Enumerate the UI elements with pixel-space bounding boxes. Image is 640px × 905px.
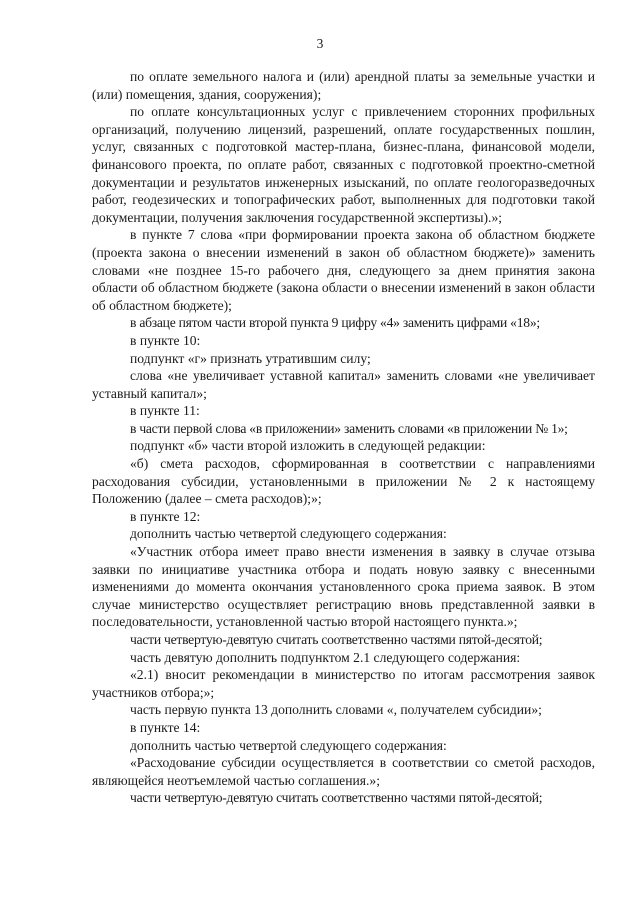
- page-number: 3: [316, 36, 324, 51]
- paragraph: в пункте 10:: [130, 332, 201, 348]
- paragraph: части четвертую-девятую считать соответственно частями пятой-десятой;: [130, 632, 543, 647]
- paragraph: часть девятую дополнить подпунктом 2.1 следующего содержания:: [130, 649, 521, 665]
- paragraph: дополнить частью четвертой следующего содержания:: [130, 737, 447, 753]
- paragraph: слова «не увеличивает уставной капитал» заменить словами «не увеличивает уставный капитал»;: [92, 368, 595, 401]
- paragraph: в части первой слова «в приложении» заменить словами «в приложении № 1»;: [130, 420, 568, 436]
- paragraph: «2.1) вносит рекомендации в министерство по итогам рассмотрения заявок участников отбора;»;: [92, 667, 595, 700]
- paragraph: по оплате консультационных услуг с привлечением сторонних профильных организаций, получению лицензий, разрешений, оплате государственных пошлин, услуг, связанных с подготовкой мастер-плана, бизнес-плана, финансовой модели, финансового проекта, по оплате работ, связанных с подготовкой проектно-сметной документации и результатов инженерных изысканий, по оплате геологоразведочных работ, геодезических и топографических работ, выполненных для подготовки такой документации, получения заключения государственной экспертизы).»;: [92, 104, 595, 225]
- paragraph: подпункт «г» признать утратившим силу;: [130, 350, 371, 366]
- document-body: [92, 68, 595, 807]
- paragraph: подпункт «б» части второй изложить в следующей редакции:: [130, 438, 486, 454]
- paragraph: в пункте 7 слова «при формировании проекта закона об областном бюджете (проекта закона о внесении изменений в закон об областном бюджете)» заменить словами «не позднее 15-го рабочего дня, следующего за днем принятия закона области об областном бюджете (закона области о внесении изменений в закон области об областном бюджете);: [92, 227, 595, 313]
- paragraph: в пункте 12:: [130, 508, 201, 524]
- paragraph: в пункте 14:: [130, 719, 201, 735]
- paragraph: по оплате земельного налога и (или) арендной платы за земельные участки и (или) помещения, здания, сооружения);: [92, 69, 595, 102]
- paragraph: «Участник отбора имеет право внести изменения в заявку в случае отзыва заявки по инициативе участника отбора и подать новую заявку с внесенными изменениями до момента окончания установленного срока приема заявок. В этом случае министерство осуществляет регистрацию вновь представленной заявки в последовательности, установленной частью второй настоящего пункта.»;: [92, 544, 595, 630]
- paragraph: «б) смета расходов, сформированная в соответствии с направлениями расходования субсидии, установленными в приложении № 2 к настоящему Положению (далее – смета расходов);»;: [92, 456, 595, 507]
- paragraph: в пункте 11:: [130, 403, 200, 419]
- paragraph: в абзаце пятом части второй пункта 9 цифру «4» заменить цифрами «18»;: [130, 315, 540, 331]
- paragraph: «Расходование субсидии осуществляется в соответствии со сметой расходов, являющейся неотъемлемой частью соглашения.»;: [92, 755, 595, 788]
- paragraph: часть первую пункта 13 дополнить словами «, получателем субсидии»;: [130, 702, 542, 718]
- paragraph: части четвертую-девятую считать соответственно частями пятой-десятой;: [130, 790, 543, 806]
- paragraph: дополнить частью четвертой следующего содержания:: [130, 526, 447, 542]
